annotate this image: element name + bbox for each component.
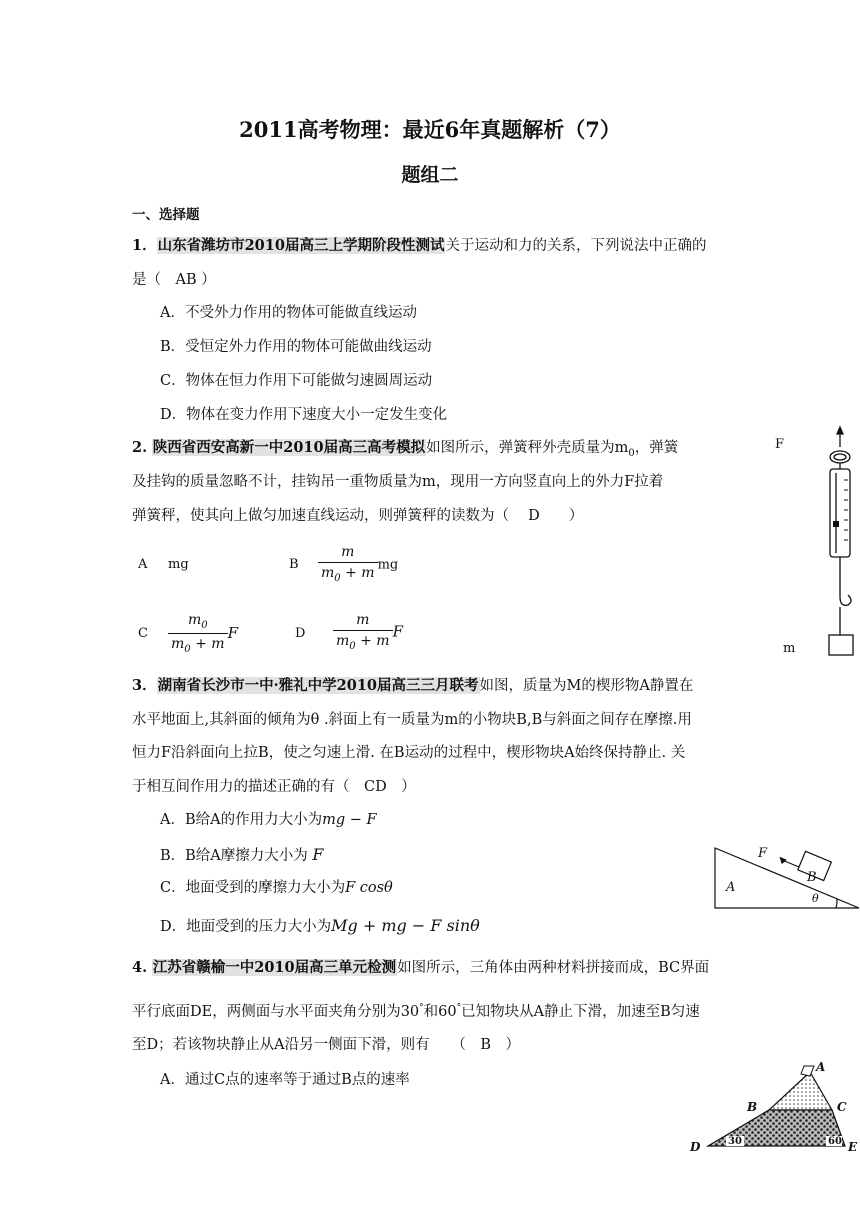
figure-label-d: D <box>690 1140 701 1154</box>
question-source: 湖南省长沙市一中·雅礼中学2010届高三三月联考 <box>157 677 479 694</box>
question-number: 3． <box>132 677 157 694</box>
formula: F <box>312 845 324 864</box>
figure-label-c: C <box>837 1100 847 1114</box>
option-a-text: mg <box>168 557 189 572</box>
option-d-label: D <box>295 626 306 641</box>
option-a: A．不受外力作用的物体可能做直线运动 <box>160 305 417 321</box>
question-4 <box>132 958 709 978</box>
question-3-line-3: 恒力F沿斜面向上拉B，使之匀速上滑. 在B运动的过程中，楔形物块A始终保持静止. 关 <box>132 745 686 761</box>
option-b: B．受恒定外力作用的物体可能做曲线运动 <box>160 339 432 355</box>
question-text: 如图所示，弹簧秤外壳质量为m <box>426 440 629 456</box>
figure-label-m: m <box>783 641 796 656</box>
figure-label-f: F <box>758 846 768 861</box>
spring-scale-figure <box>810 425 860 660</box>
option-d: D．地面受到的压力大小为Mg + mg − F sinθ <box>160 916 480 935</box>
formula-tail: F <box>227 623 238 642</box>
fraction-numerator: m <box>333 612 393 631</box>
formula: F cosθ <box>345 880 393 896</box>
page-title: 2011高考物理：最近6年真题解析（7） <box>239 117 621 142</box>
question-3 <box>132 676 693 696</box>
section-heading: 一、选择题 <box>132 207 200 223</box>
question-4-line-2: 平行底面DE，两侧面与水平面夹角分别为30°和60°已知物块从A静止下滑，加速至B匀速 <box>132 1003 700 1020</box>
page-subtitle: 题组二 <box>401 164 459 186</box>
question-text: 如图，质量为M的楔形物A静置在 <box>479 678 694 694</box>
option-c-formula <box>168 612 238 655</box>
fraction-numerator: $m_0$ <box>168 612 228 634</box>
question-2 <box>132 438 678 464</box>
question-source: 陕西省西安高新一中2010届高三高考模拟 <box>152 439 426 456</box>
formula: Mg + mg − F sinθ <box>331 916 480 935</box>
option-a: A．B给A的作用力大小为mg − F <box>160 812 377 828</box>
figure-label-a: A <box>816 1060 826 1074</box>
option-c: C．地面受到的摩擦力大小为F cosθ <box>160 880 393 896</box>
option-c-label: C <box>138 626 148 641</box>
question-text-end: ，弹簧 <box>634 440 679 456</box>
fraction-numerator: m <box>318 544 378 563</box>
question-3-line-4: 于相互间作用力的描述正确的有（ CD ） <box>132 779 416 795</box>
figure-label-a: A <box>726 880 736 895</box>
question-number: 4. <box>132 959 148 976</box>
question-2-line-3: 弹簧秤，使其向上做匀加速直线运动，则弹簧秤的读数为（ D ） <box>132 508 584 524</box>
formula-tail: mg <box>377 557 399 573</box>
figure-label-e: E <box>848 1140 858 1154</box>
fraction-denominator: $m_0 + m$ <box>171 635 225 655</box>
option-c: C．物体在恒力作用下可能做匀速圆周运动 <box>160 373 433 389</box>
question-source: 江苏省赣榆一中2010届高三单元检测 <box>152 959 397 976</box>
question-text: 关于运动和力的关系，下列说法中正确的 <box>445 238 707 254</box>
question-number: 1． <box>132 237 157 254</box>
option-b-formula <box>318 544 398 584</box>
option-d-formula <box>333 612 403 652</box>
question-1-answer-line: 是（ AB ） <box>132 272 216 288</box>
figure-label-b: B <box>807 870 817 885</box>
formula: mg − F <box>322 812 377 828</box>
option-b: B．B给A摩擦力大小为 F <box>160 845 324 864</box>
fraction-denominator: $m_0 + m$ <box>321 565 375 584</box>
option-d: D．物体在变力作用下速度大小一定发生变化 <box>160 407 448 423</box>
wedge-figure <box>714 842 860 910</box>
question-4-line-3: 至D；若该物块静止从A沿另一侧面下滑，则有 （ B ） <box>132 1037 521 1053</box>
option-b-label: B <box>289 557 299 572</box>
figure-label-60: 60 <box>828 1136 842 1147</box>
question-source: 山东省潍坊市2010届高三上学期阶段性测试 <box>157 237 445 254</box>
question-2-line-2: 及挂钩的质量忽略不计，挂钩吊一重物质量为m，现用一方向竖直向上的外力F拉着 <box>132 474 664 490</box>
formula-tail: F <box>392 622 403 641</box>
figure-label-f: F <box>775 437 785 452</box>
option-a: A．通过C点的速率等于通过B点的速率 <box>160 1072 410 1088</box>
figure-label-30: 30 <box>728 1136 742 1147</box>
fraction-denominator: $m_0 + m$ <box>336 633 390 652</box>
figure-label-theta: θ <box>812 892 819 905</box>
subscript: 0 <box>628 447 635 459</box>
option-a-label: A <box>138 557 148 572</box>
figure-label-b: B <box>747 1100 758 1114</box>
question-number: 2. <box>132 439 148 456</box>
question-1 <box>132 236 706 256</box>
question-3-line-2: 水平地面上,其斜面的倾角为θ .斜面上有一质量为m的小物块B,B与斜面之间存在摩擦.用 <box>132 712 692 728</box>
question-text: 如图所示，三角体由两种材料拼接而成，BC界面 <box>397 960 710 976</box>
